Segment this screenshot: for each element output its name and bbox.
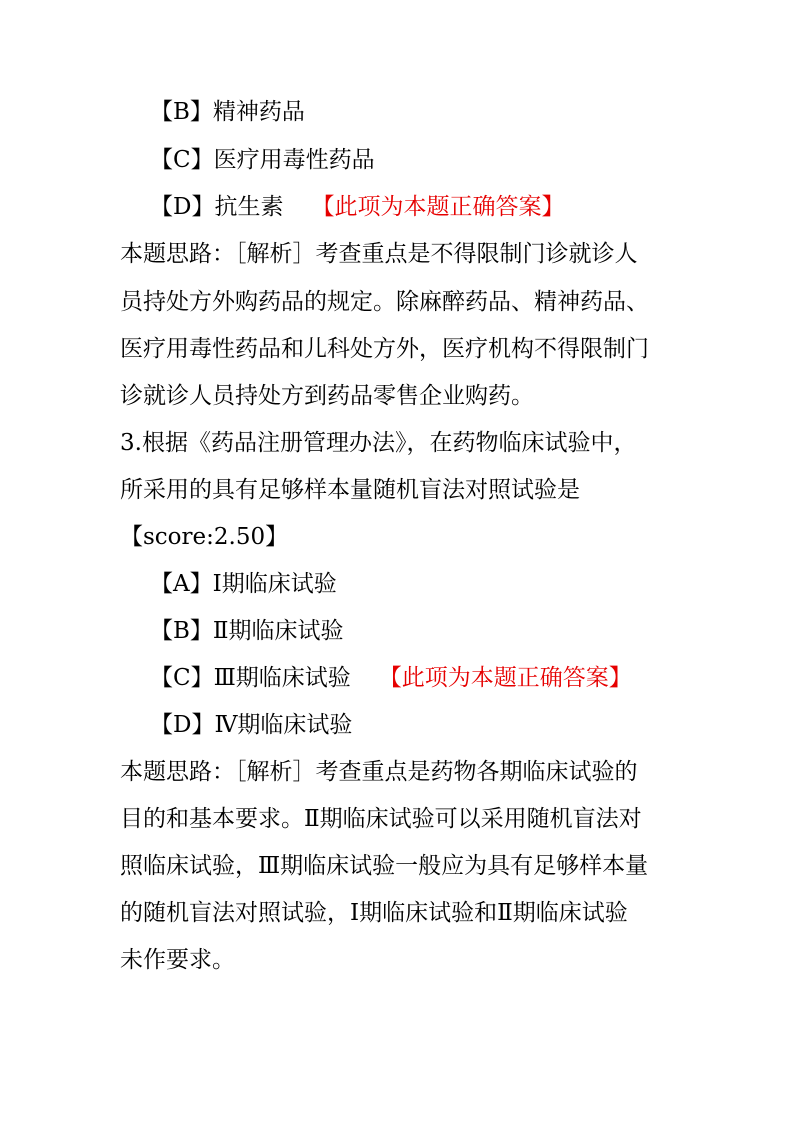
option-label: 【A】Ⅰ期临床试验 <box>150 571 337 597</box>
option-a <box>150 566 337 602</box>
option-label: 【C】医疗用毒性药品 <box>150 147 375 173</box>
option-d-prev <box>150 189 564 225</box>
option-b-prev <box>150 94 305 130</box>
question-stem-line: 所采用的具有足够样本量随机盲法对照试验是 <box>120 477 580 503</box>
correct-answer-mark: 【此项为本题正确答案】 <box>378 665 632 691</box>
analysis-line: 的随机盲法对照试验，Ⅰ期临床试验和Ⅱ期临床试验 <box>120 900 628 926</box>
analysis-line: 未作要求。 <box>120 947 235 973</box>
analysis-line: 诊就诊人员持处方到药品零售企业购药。 <box>120 383 534 409</box>
option-c-prev <box>150 142 375 178</box>
question-stem-line: 3.根据《药品注册管理办法》，在药物临床试验中， <box>120 430 637 456</box>
option-b <box>150 613 344 649</box>
analysis-line: 本题思路：［解析］考查重点是药物各期临床试验的 <box>120 759 638 785</box>
option-label: 【D】Ⅳ期临床试验 <box>150 712 353 738</box>
analysis-line: 医疗用毒性药品和儿科处方外，医疗机构不得限制门 <box>120 336 649 362</box>
option-label: 【B】精神药品 <box>150 99 305 125</box>
question-score: 【score:2.50】 <box>120 524 289 550</box>
option-d <box>150 707 352 743</box>
correct-answer-mark: 【此项为本题正确答案】 <box>311 194 565 220</box>
option-label: 【D】抗生素 <box>150 194 284 220</box>
option-c <box>150 660 632 696</box>
analysis-line: 员持处方外购药品的规定。除麻醉药品、精神药品、 <box>120 289 649 315</box>
analysis-line: 照临床试验，Ⅲ期临床试验一般应为具有足够样本量 <box>120 853 649 879</box>
analysis-line: 目的和基本要求。Ⅱ期临床试验可以采用随机盲法对 <box>120 806 642 832</box>
option-label: 【B】Ⅱ期临床试验 <box>150 618 344 644</box>
option-label: 【C】Ⅲ期临床试验 <box>150 665 351 691</box>
analysis-line: 本题思路：［解析］考查重点是不得限制门诊就诊人 <box>120 241 638 267</box>
